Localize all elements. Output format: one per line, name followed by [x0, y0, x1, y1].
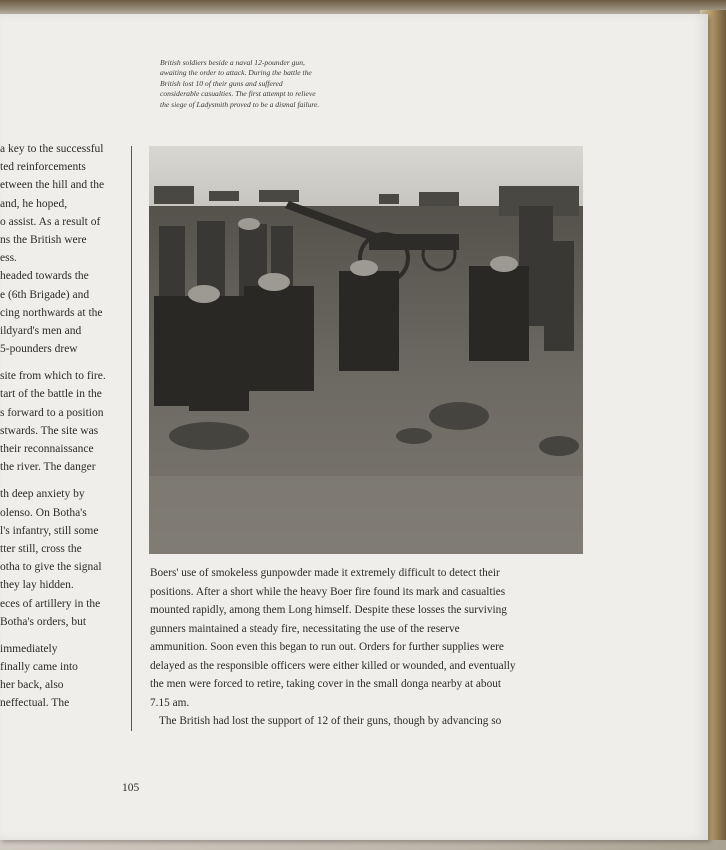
text-line: The British had lost the support of 12 of their guns, though by advancing so: [159, 715, 502, 727]
book-page: [0, 14, 708, 840]
text-line: Botha's orders, but: [0, 615, 87, 628]
text-line: Boers' use of smokeless gunpowder made it extremely difficult to detect their: [150, 567, 500, 579]
text-line: they lay hidden.: [0, 579, 74, 592]
page-number: 105: [122, 782, 140, 794]
text-line: tter still, cross the: [0, 542, 82, 555]
paragraph-gap: [0, 476, 125, 485]
text-line: delayed as the responsible officers were either killed or wounded, and eventually: [150, 659, 516, 672]
text-line: her back, also: [0, 679, 64, 692]
paragraph-gap: [0, 631, 125, 640]
text-line: gunners maintained a steady fire, necessitating the use of the reserve: [150, 622, 460, 635]
text-line: otha to give the signal: [0, 561, 102, 574]
text-line: o assist. As a result of: [0, 215, 101, 228]
text-line: a key to the successful: [0, 143, 104, 155]
body-text: [150, 564, 590, 731]
text-line: site from which to fire.: [0, 370, 106, 383]
text-line: mounted rapidly, among them Long himself. Despite these losses the surviving: [150, 604, 507, 616]
text-line: the men were forced to retire, taking cover in the small donga nearby at about: [150, 678, 502, 690]
text-line: ess.: [0, 252, 17, 265]
text-line: ns the British were: [0, 233, 87, 246]
photo-caption: British soldiers beside a naval 12-pounder gun, awaiting the order to attack. During the battle the British lost 10 of their guns and suffered considerable casualties. The first attempt to relieve the siege of Ladysmith proved to be a dismal failure.: [160, 58, 320, 109]
text-line: 7.15 am.: [150, 696, 190, 709]
text-line: etween the hill and the: [0, 179, 105, 192]
text-line: positions. After a short while the heavy Boer fire found its mark and casualties: [150, 585, 506, 598]
column-divider: [131, 146, 132, 731]
left-column-text: [0, 140, 125, 713]
text-line: th deep anxiety by: [0, 488, 85, 501]
text-line: the river. The danger: [0, 461, 96, 474]
text-line: immediately: [0, 642, 58, 655]
text-line: neffectual. The: [0, 697, 70, 710]
text-line: olenso. On Botha's: [0, 506, 87, 519]
text-line: cing northwards at the: [0, 306, 103, 319]
text-line: ildyard's men and: [0, 324, 82, 337]
text-line: stwards. The site was: [0, 424, 99, 437]
text-line: their reconnaissance: [0, 443, 94, 455]
paragraph-gap: [0, 358, 125, 367]
text-line: ted reinforcements: [0, 161, 86, 174]
photo-illustration: [149, 146, 583, 554]
text-line: tart of the battle in the: [0, 388, 102, 401]
text-line: 5-pounders drew: [0, 343, 78, 356]
text-line: ammunition. Soon even this began to run out. Orders for further supplies were: [150, 641, 504, 653]
text-line: l's infantry, still some: [0, 524, 99, 537]
historical-photograph: [149, 146, 583, 554]
text-line: e (6th Brigade) and: [0, 288, 90, 301]
text-line: finally came into: [0, 661, 78, 674]
text-line: s forward to a position: [0, 406, 104, 419]
text-line: and, he hoped,: [0, 197, 68, 210]
text-line: eces of artillery in the: [0, 597, 101, 610]
text-line: headed towards the: [0, 270, 89, 283]
